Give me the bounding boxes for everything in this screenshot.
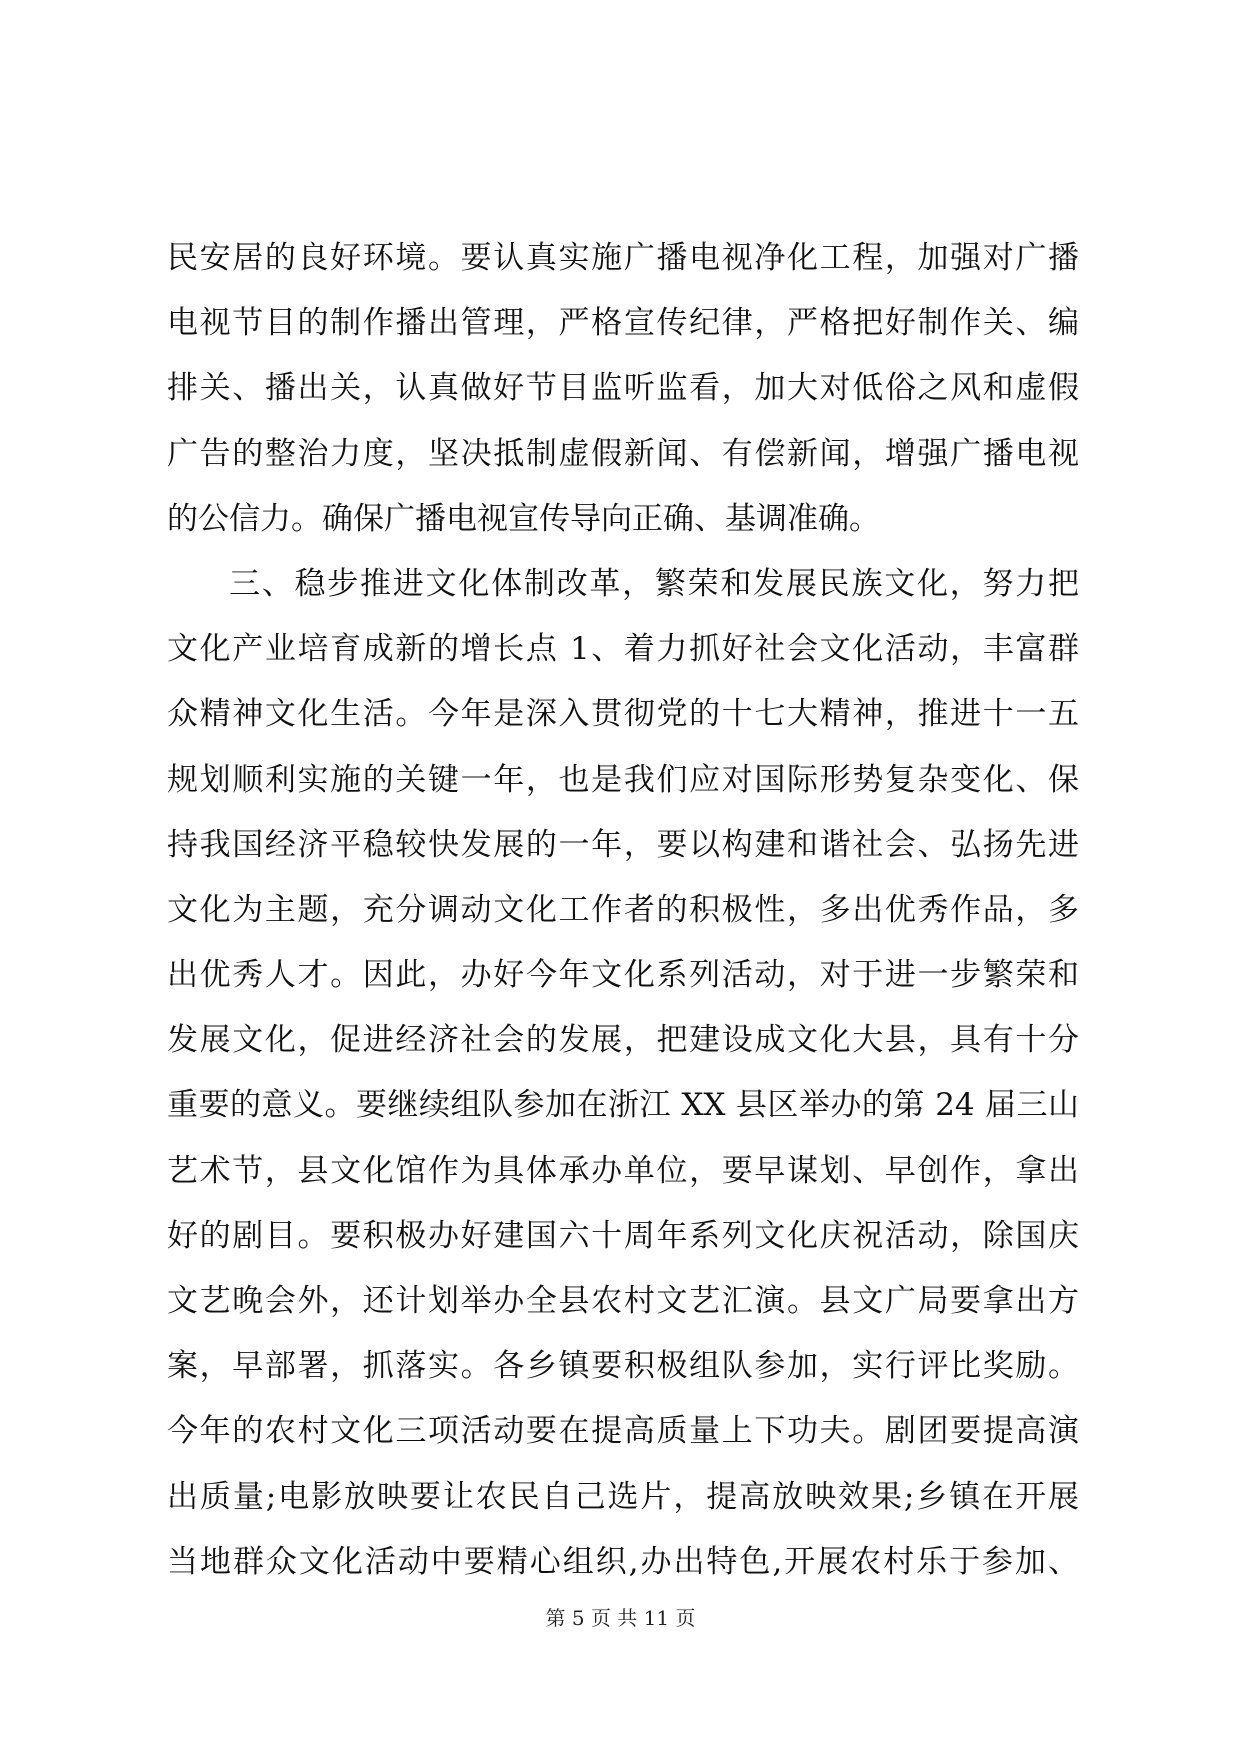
text-line: 艺术节，县文化馆作为具体承办单位，要早谋划、早创作，拿出 — [167, 1152, 1079, 1189]
text-line: 文化为主题，充分调动文化工作者的积极性，多出优秀作品，多 — [167, 891, 1079, 928]
text-line: 电视节目的制作播出管理，严格宣传纪律，严格把好制作关、编 — [167, 305, 1079, 342]
text-line: 发展文化，促进经济社会的发展，把建设成文化大县，具有十分 — [167, 1022, 1079, 1059]
text-line: 案，早部署，抓落实。各乡镇要积极组队参加，实行评比奖励。 — [167, 1348, 1079, 1385]
text-line: 文化产业培育成新的增长点 1、着力抓好社会文化活动，丰富群 — [167, 631, 1079, 668]
text-line: 出质量;电影放映要让农民自己选片，提高放映效果;乡镇在开展 — [167, 1478, 1079, 1515]
body-text — [167, 226, 1079, 1595]
text-line: 当地群众文化活动中要精心组织,办出特色,开展农村乐于参加、 — [167, 1543, 1079, 1580]
text-line: 民安居的良好环境。要认真实施广播电视净化工程，加强对广播 — [167, 240, 1079, 276]
text-line: 今年的农村文化三项活动要在提高质量上下功夫。剧团要提高演 — [167, 1413, 1079, 1450]
text-line: 排关、播出关，认真做好节目监听监看，加大对低俗之风和虚假 — [167, 370, 1079, 407]
text-line: 文艺晚会外，还计划举办全县农村文艺汇演。县文广局要拿出方 — [167, 1283, 1079, 1319]
text-line: 的公信力。确保广播电视宣传导向正确、基调准确。 — [167, 500, 880, 537]
text-line: 广告的整治力度，坚决抵制虚假新闻、有偿新闻，增强广播电视 — [167, 435, 1079, 472]
text-line: 规划顺利实施的关键一年，也是我们应对国际形势复杂变化、保 — [167, 761, 1079, 798]
text-line: 重要的意义。要继续组队参加在浙江 XX 县区举办的第 24 届三山 — [167, 1087, 1079, 1124]
text-line: 众精神文化生活。今年是深入贯彻党的十七大精神，推进十一五 — [167, 696, 1079, 733]
text-line: 持我国经济平稳较快发展的一年，要以构建和谐社会、弘扬先进 — [167, 826, 1079, 863]
section-heading-line: 三、稳步推进文化体制改革，繁荣和发展民族文化，努力把 — [229, 565, 1079, 602]
text-line: 出优秀人才。因此，办好今年文化系列活动，对于进一步繁荣和 — [167, 957, 1079, 994]
text-line: 好的剧目。要积极办好建国六十周年系列文化庆祝活动，除国庆 — [167, 1217, 1079, 1254]
page-number-footer: 第 5 页 共 11 页 — [545, 1606, 696, 1630]
